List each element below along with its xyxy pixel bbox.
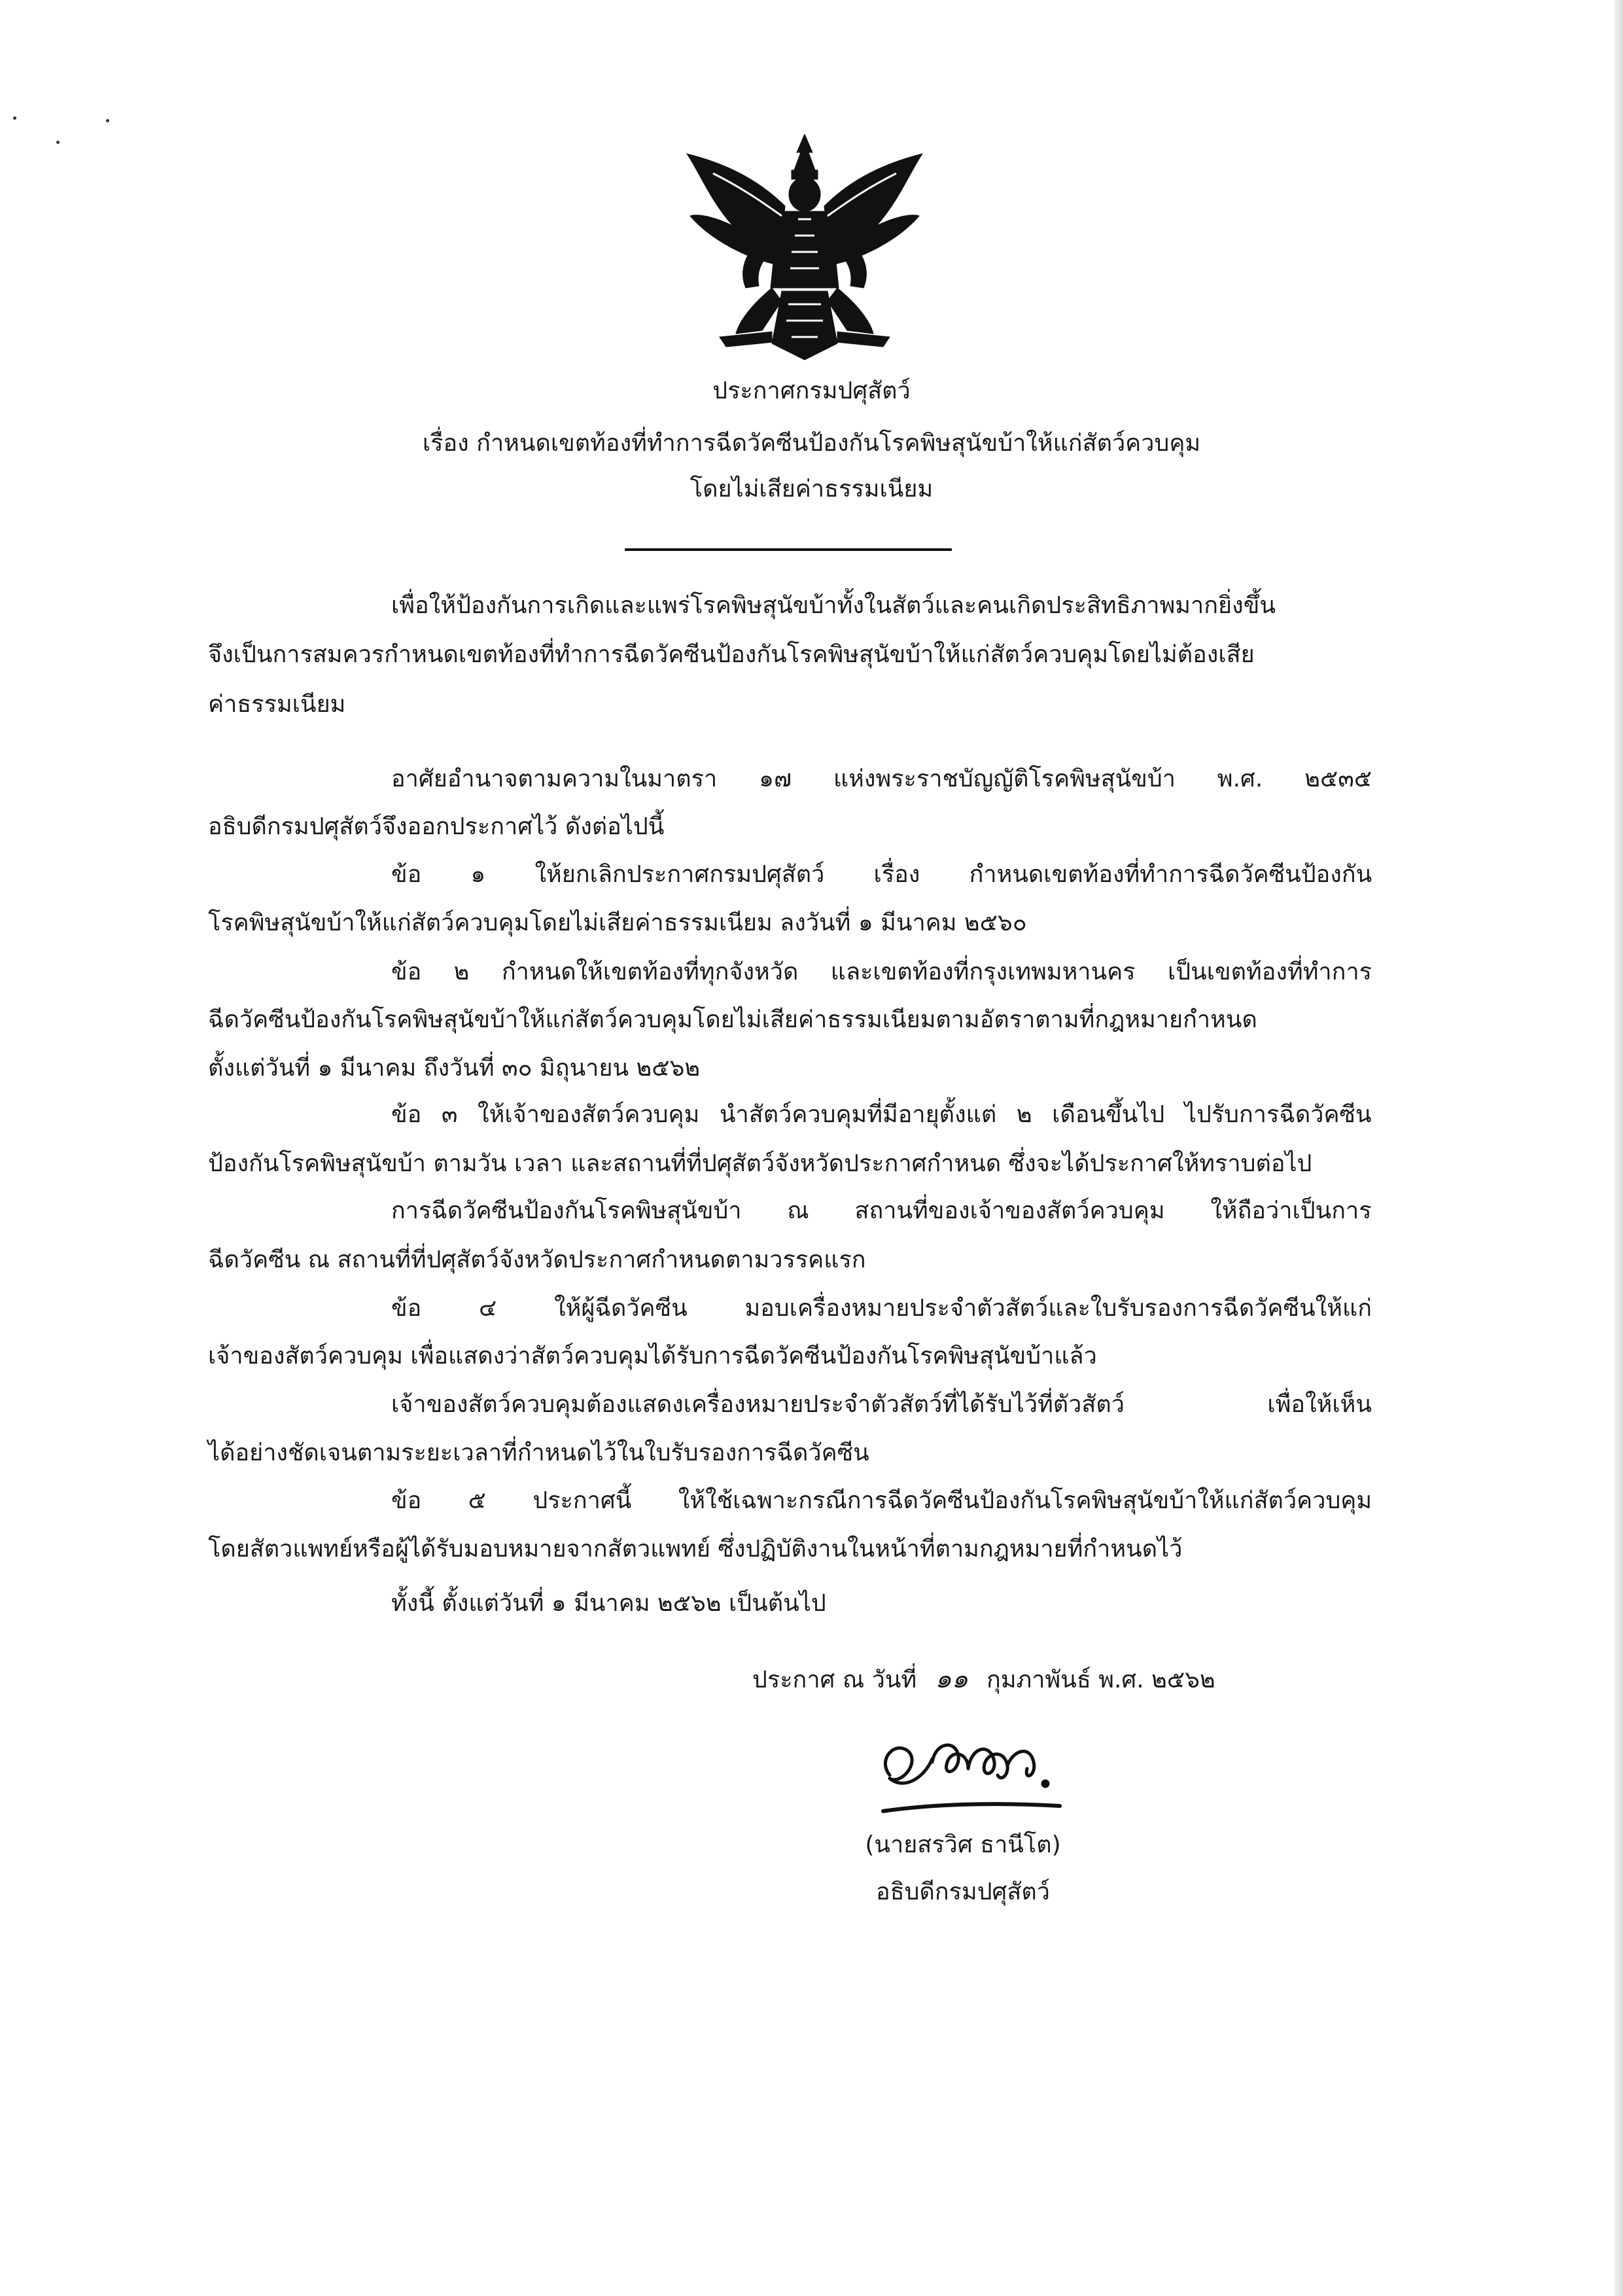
- announce-month-year: กุมภาพันธ์ พ.ศ. ๒๕๖๒: [986, 1667, 1215, 1693]
- clause-3-line: ข้อ ๓ ให้เจ้าของสัตว์ควบคุม นำสัตว์ควบคุมที่มีอายุตั้งแต่ ๒ เดือนขึ้นไป ไปรับการฉีดวัคซีน: [391, 1101, 1372, 1128]
- announcement-subject: เรื่อง กำหนดเขตท้องที่ทำการฉีดวัคซีนป้องกันโรคพิษสุนัขบ้าให้แก่สัตว์ควบคุม: [422, 430, 1201, 457]
- paragraph-line: ค่าธรรมเนียม: [208, 691, 346, 718]
- scan-edge: [1614, 0, 1623, 2296]
- clause-2-line: ตั้งแต่วันที่ ๑ มีนาคม ถึงวันที่ ๓๐ มิถุนายน ๒๕๖๒: [208, 1055, 701, 1082]
- clause-4b-line: เจ้าของสัตว์ควบคุมต้องแสดงเครื่องหมายประจำตัวสัตว์ที่ได้รับไว้ที่ตัวสัตว์ เพื่อให้เห็น: [391, 1391, 1372, 1418]
- clause-2-line: ข้อ ๒ กำหนดให้เขตท้องที่ทุกจังหวัด และเขตท้องที่กรุงเทพมหานคร เป็นเขตท้องที่ทำการ: [391, 959, 1372, 985]
- announce-day: ๑๑: [935, 1664, 969, 1694]
- clause-1-line: ข้อ ๑ ให้ยกเลิกประกาศกรมปศุสัตว์ เรื่อง กำหนดเขตท้องที่ทำการฉีดวัคซีนป้องกัน: [391, 861, 1372, 888]
- signatory-position: อธิบดีกรมปศุสัตว์: [876, 1879, 1050, 1905]
- clause-4-line: ข้อ ๔ ให้ผู้ฉีดวัคซีน มอบเครื่องหมายประจำตัวสัตว์และใบรับรองการฉีดวัคซีนให้แก่: [391, 1295, 1372, 1322]
- clause-2-line: ฉีดวัคซีนป้องกันโรคพิษสุนัขบ้าให้แก่สัตว์ควบคุมโดยไม่เสียค่าธรรมเนียมตามอัตราตามที่กฎหมายกำหนด: [208, 1006, 1257, 1033]
- paragraph-line: เพื่อให้ป้องกันการเกิดและแพร่โรคพิษสุนัขบ้าทั้งในสัตว์และคนเกิดประสิทธิภาพมากยิ่งขึ้น: [391, 592, 1276, 619]
- effective-date: ทั้งนี้ ตั้งแต่วันที่ ๑ มีนาคม ๒๕๖๒ เป็นต้นไป: [391, 1590, 826, 1617]
- announcement-date: [752, 1657, 1315, 1699]
- garuda-emblem-icon: [674, 134, 935, 366]
- clause-3-line: ป้องกันโรคพิษสุนัขบ้า ตามวัน เวลา และสถานที่ที่ปศุสัตว์จังหวัดประกาศกำหนด ซึ่งจะได้ประกาศให้ทราบต่อไป: [208, 1150, 1312, 1177]
- handwritten-signature: [870, 1713, 1073, 1824]
- clause-5-line: ข้อ ๕ ประกาศนี้ ให้ใช้เฉพาะกรณีการฉีดวัคซีนป้องกันโรคพิษสุนัขบ้าให้แก่สัตว์ควบคุม: [391, 1487, 1372, 1514]
- announcement-title: ประกาศกรมปศุสัตว์: [712, 378, 911, 404]
- scan-speck: [56, 141, 60, 144]
- paragraph-line: อธิบดีกรมปศุสัตว์จึงออกประกาศไว้ ดังต่อไปนี้: [208, 813, 665, 840]
- clause-4-line: เจ้าของสัตว์ควบคุม เพื่อแสดงว่าสัตว์ควบคุมได้รับการฉีดวัคซีนป้องกันโรคพิษสุนัขบ้าแล้ว: [208, 1343, 1097, 1369]
- clause-4b-line: ได้อย่างชัดเจนตามระยะเวลาที่กำหนดไว้ในใบรับรองการฉีดวัคซีน: [208, 1439, 869, 1466]
- paragraph-line: อาศัยอำนาจตามความในมาตรา ๑๗ แห่งพระราชบัญญัติโรคพิษสุนัขบ้า พ.ศ. ๒๕๓๕: [391, 766, 1372, 792]
- signatory-name: (นายสรวิศ ธานีโต): [865, 1831, 1061, 1858]
- clause-3b-line: ฉีดวัคซีน ณ สถานที่ที่ปศุสัตว์จังหวัดประกาศกำหนดตามวรรคแรก: [208, 1246, 866, 1273]
- announcement-subject-cont: โดยไม่เสียค่าธรรมเนียม: [689, 476, 934, 503]
- paragraph-line: จึงเป็นการสมควรกำหนดเขตท้องที่ทำการฉีดวัคซีนป้องกันโรคพิษสุนัขบ้าให้แก่สัตว์ควบคุมโดยไม่ต้องเสีย: [208, 641, 1255, 668]
- clause-5-line: โดยสัตวแพทย์หรือผู้ได้รับมอบหมายจากสัตวแพทย์ ซึ่งปฏิบัติงานในหน้าที่ตามกฎหมายที่กำหนดไว้: [208, 1536, 1183, 1563]
- announce-prefix: ประกาศ ณ วันที่: [752, 1667, 917, 1693]
- title-divider: [625, 548, 952, 551]
- clause-1-line: โรคพิษสุนัขบ้าให้แก่สัตว์ควบคุมโดยไม่เสียค่าธรรมเนียม ลงวันที่ ๑ มีนาคม ๒๕๖๐: [208, 910, 1027, 936]
- scan-speck: [13, 116, 16, 120]
- scan-speck: [106, 119, 109, 122]
- clause-3b-line: การฉีดวัคซีนป้องกันโรคพิษสุนัขบ้า ณ สถานที่ของเจ้าของสัตว์ควบคุม ให้ถือว่าเป็นการ: [391, 1197, 1372, 1224]
